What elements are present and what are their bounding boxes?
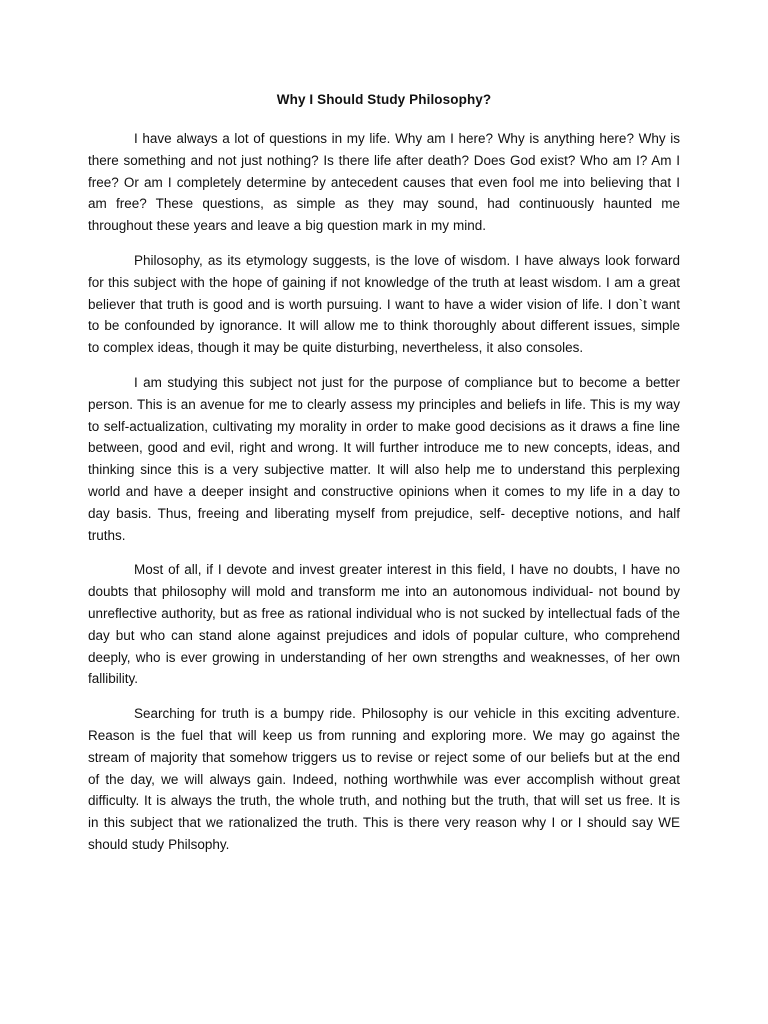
paragraph-4: Most of all, if I devote and invest greater interest in this field, I have no doubts, I have no doubts that philosophy will mold and transform me into an autonomous individual- not bound by unreflective authority, but as free as rational individual who is not sucked by intellectual fads of the day but who can stand alone against prejudices and idols of popular culture, who comprehend deeply, who is ever growing in understanding of her own strengths and weaknesses, of her own fallibility. [88,562,680,687]
document-body [88,128,680,869]
paragraph-3: I am studying this subject not just for the purpose of compliance but to become a better person. This is an avenue for me to clearly assess my principles and beliefs in life. This is my way to self-actualization, cultivating my morality in order to make good decisions as it draws a fine line between, good and evil, right and wrong. It will further introduce me to new concepts, ideas, and thinking since this is a very subjective matter. It will also help me to understand this perplexing world and have a deeper insight and constructive opinions when it comes to my life in a day to day basis. Thus, freeing and liberating myself from prejudice, self- deceptive notions, and half truths. [88,374,680,543]
document-title: Why I Should Study Philosophy? [276,92,492,107]
paragraph-5: Searching for truth is a bumpy ride. Philosophy is our vehicle in this exciting adventure. Reason is the fuel that will keep us from running and exploring more. We may go against the stream of majority that somehow triggers us to revise or reject some of our beliefs but at the end of the day, we will always gain. Indeed, nothing worthwhile was ever accomplish without great difficulty. It is always the truth, the whole truth, and nothing but the truth, that will set us free. It is in this subject that we rationalized the truth. This is there very reason why I or I should say WE should study Philsophy. [88,706,680,852]
paragraph-2: Philosophy, as its etymology suggests, is the love of wisdom. I have always look forward for this subject with the hope of gaining if not knowledge of the truth at least wisdom. I am a great believer that truth is good and is worth pursuing. I want to have a wider vision of life. I don`t want to be confounded by ignorance. It will allow me to think thoroughly about different issues, simple to complex ideas, though it may be quite disturbing, nevertheless, it also consoles. [88,252,680,356]
paragraph-1: I have always a lot of questions in my life. Why am I here? Why is anything here? Why is there something and not just nothing? Is there life after death? Does God exist? Who am I? Am I free? Or am I completely determine by antecedent causes that even fool me into believing that I am free? These questions, as simple as they may sound, had continuously haunted me throughout these years and leave a big question mark in my mind. [88,131,680,234]
